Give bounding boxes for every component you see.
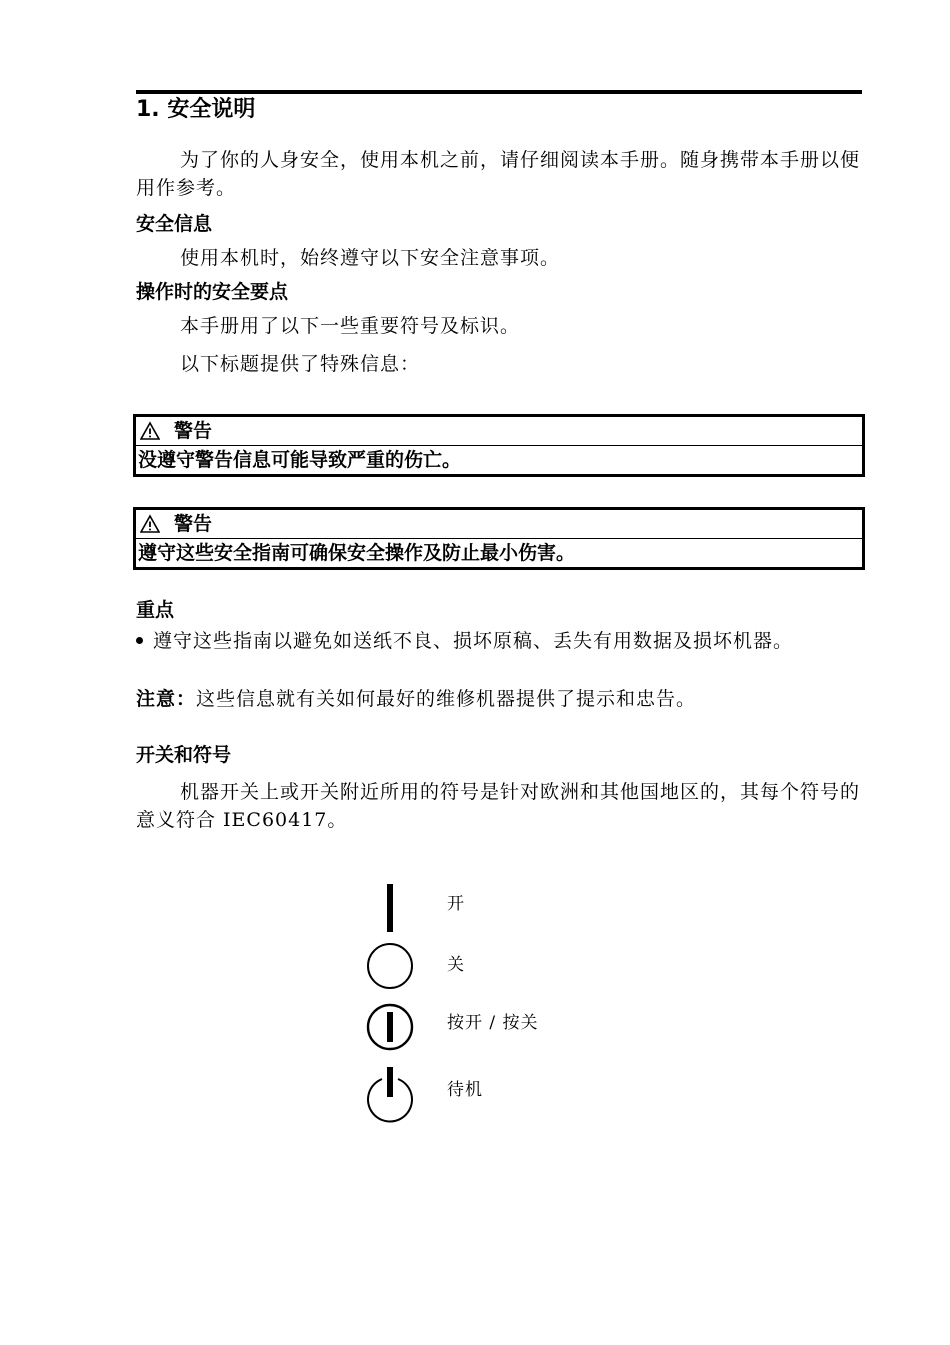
warning-body: 没遵守警告信息可能导致严重的伤亡。 [138,449,462,471]
operation-line-2: 以下标题提供了特殊信息： [180,353,421,375]
important-bullet-text: 遵守这些指南以避免如送纸不良、损坏原稿、丢失有用数据及损坏机器。 [153,630,794,652]
safety-info-heading: 安全信息 [136,213,213,235]
operation-heading: 操作时的安全要点 [136,281,289,303]
important-bullet [136,627,793,655]
warning-title: 警告 [174,513,213,535]
note-line [136,685,696,713]
standby-label: 待机 [447,1080,483,1100]
power-on-icon [372,880,408,936]
standby-icon [364,1064,416,1124]
note-text: 这些信息就有关如何最好的维修机器提供了提示和忠告。 [196,688,697,710]
power-off-label: 关 [447,955,465,975]
note-label: 注意： [136,688,197,710]
warning-box [133,507,865,570]
power-on-label: 开 [447,894,465,914]
bullet-dot-icon [136,637,143,644]
push-on-push-off-label: 按开 / 按关 [447,1013,539,1033]
push-on-push-off-icon [364,1001,416,1053]
important-heading: 重点 [136,599,175,621]
switches-heading: 开关和符号 [136,744,232,766]
warning-title-row [136,510,862,539]
section-top-rule [136,90,862,94]
switches-paragraph: 机器开关上或开关附近所用的符号是针对欧洲和其他国地区的，其每个符号的意义符合 IEC60417。 [136,781,861,831]
warning-triangle-icon [140,514,160,534]
intro-paragraph: 为了你的人身安全，使用本机之前，请仔细阅读本手册。随身携带本手册以便用作参考。 [136,149,861,199]
operation-line-1: 本手册用了以下一些重要符号及标识。 [180,315,521,337]
power-off-icon [364,940,416,992]
section-title: 1. 安全说明 [136,97,256,122]
warning-triangle-icon [140,421,160,441]
warning-title: 警告 [174,420,213,442]
safety-info-text: 使用本机时，始终遵守以下安全注意事项。 [180,247,561,269]
warning-body: 遵守这些安全指南可确保安全操作及防止最小伤害。 [138,542,576,564]
warning-title-row [136,417,862,446]
warning-box [133,414,865,477]
